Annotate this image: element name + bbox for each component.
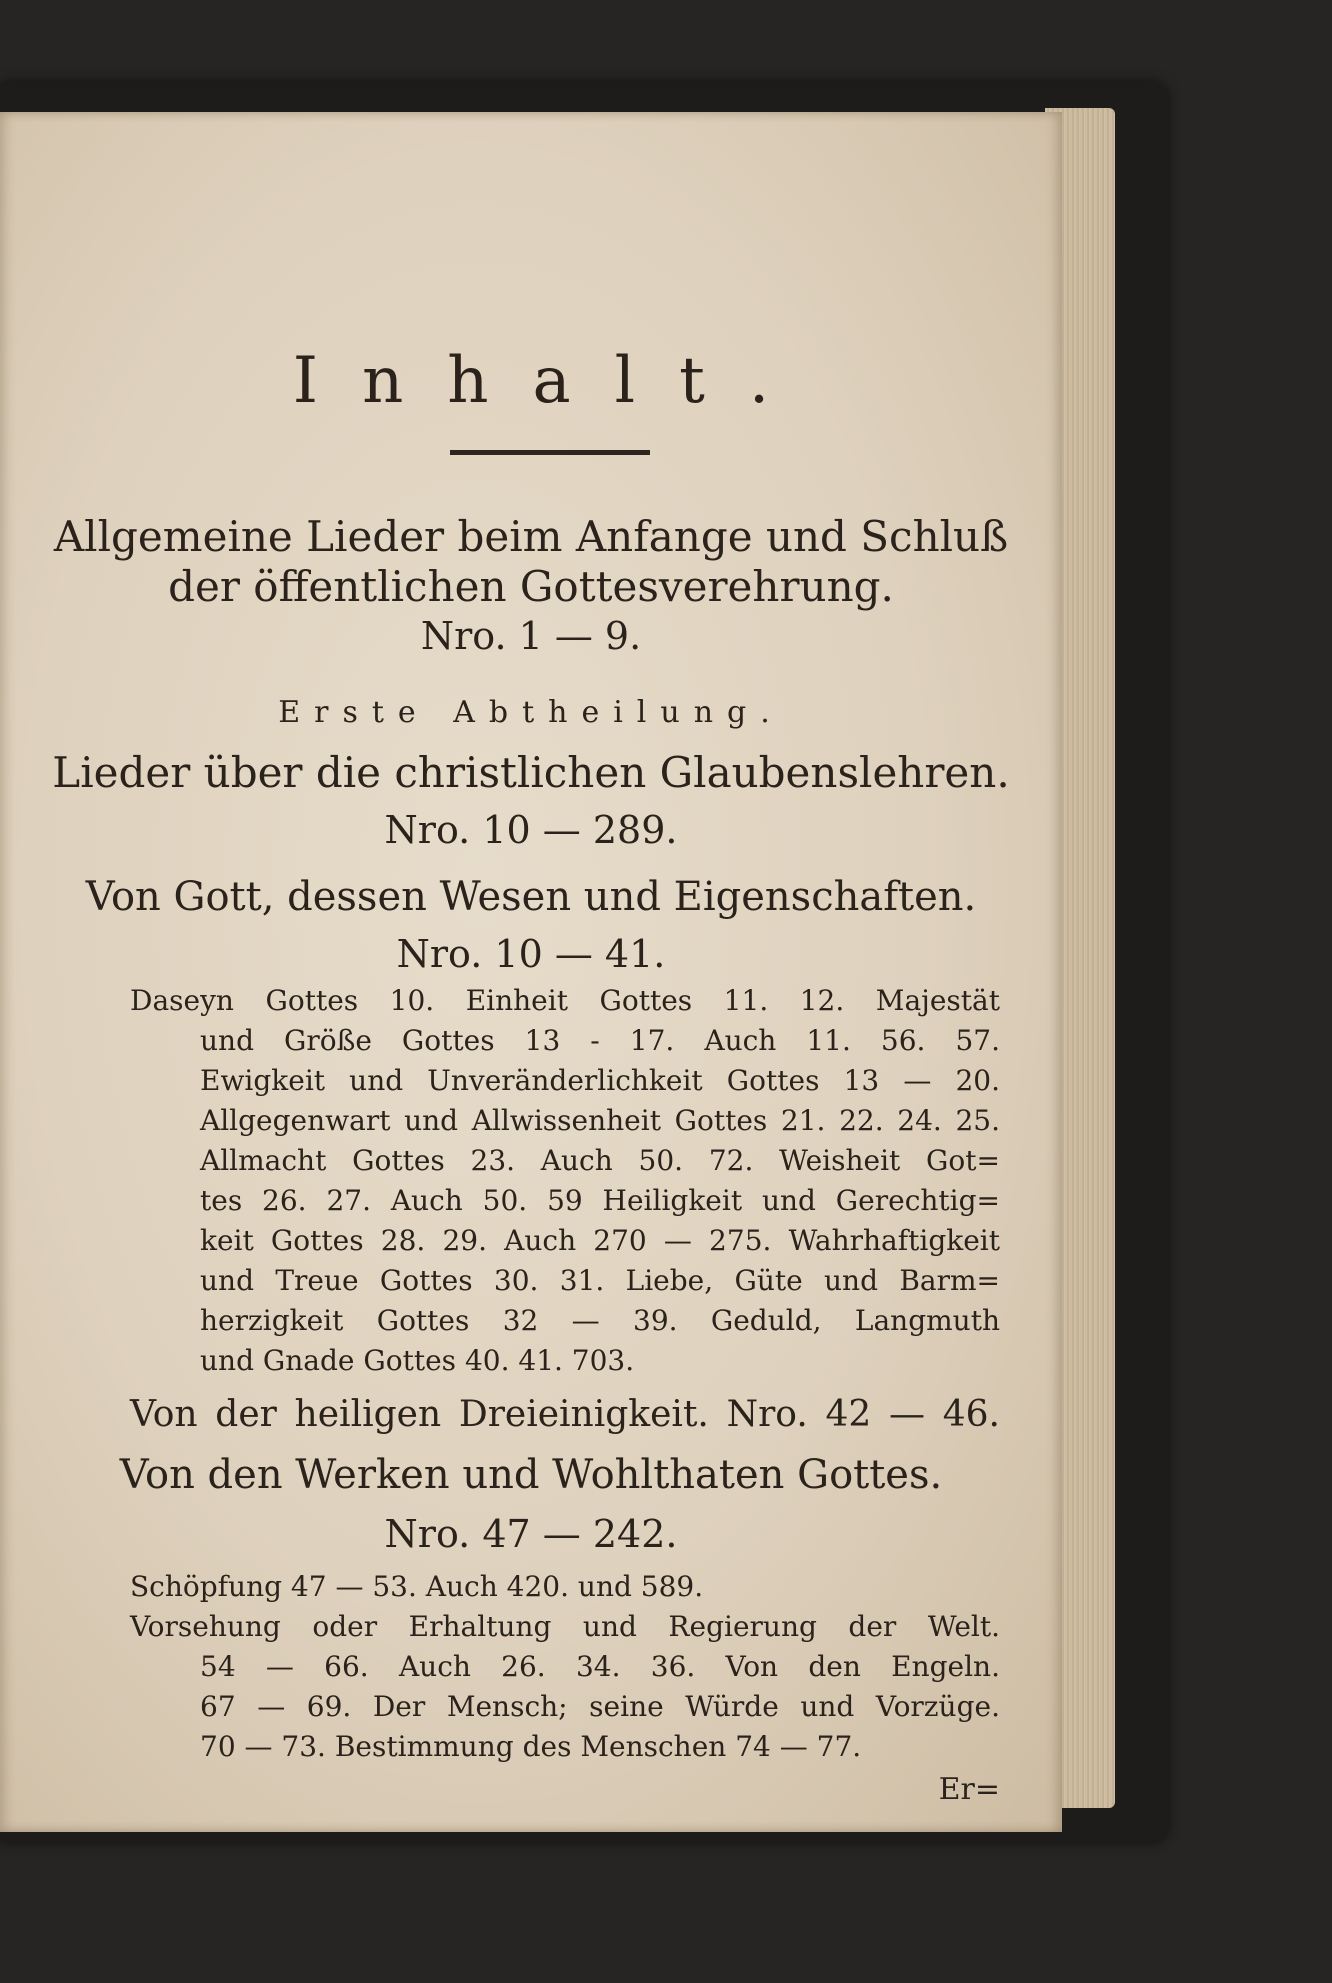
section-range: Nro. 47 — 242. bbox=[384, 1512, 678, 1556]
body-line: und Gnade Gottes 40. 41. 703. bbox=[200, 1344, 635, 1377]
section-heading: Allgemeine Lieder beim Anfange und Schluß bbox=[53, 512, 1009, 561]
section-heading-inline: Von der heiligen Dreieinigkeit. Nro. 42 — 46. bbox=[130, 1394, 1000, 1435]
body-line: 67 — 69. Der Mensch; seine Würde und Vorzüge. bbox=[200, 1690, 1000, 1723]
page-title: Inhalt. bbox=[292, 344, 814, 418]
section-range: Nro. 1 — 9. bbox=[420, 614, 642, 658]
section-heading: der öffentlichen Gottesverehrung. bbox=[168, 562, 894, 611]
body-line: herzigkeit Gottes 32 — 39. Geduld, Langmuth bbox=[200, 1304, 1000, 1337]
body-line: keit Gottes 28. 29. Auch 270 — 275. Wahrhaftigkeit bbox=[200, 1224, 1000, 1257]
body-line: Schöpfung 47 — 53. Auch 420. und 589. bbox=[130, 1570, 704, 1603]
body-line: Vorsehung oder Erhaltung und Regierung der Welt. bbox=[130, 1610, 1000, 1643]
section-heading: Von den Werken und Wohlthaten Gottes. bbox=[119, 1452, 943, 1498]
division-heading: Erste Abtheilung. bbox=[278, 695, 784, 730]
body-line: 54 — 66. Auch 26. 34. 36. Von den Engeln. bbox=[200, 1650, 1000, 1683]
body-line: und Treue Gottes 30. 31. Liebe, Güte und Barm= bbox=[200, 1264, 1000, 1297]
catchword: Er= bbox=[938, 1772, 1000, 1807]
body-line: und Größe Gottes 13 - 17. Auch 11. 56. 57. bbox=[200, 1024, 1000, 1057]
book-page bbox=[0, 112, 1062, 1832]
section-heading: Von Gott, dessen Wesen und Eigenschaften. bbox=[85, 874, 977, 920]
body-line: Daseyn Gottes 10. Einheit Gottes 11. 12. Majestät bbox=[130, 984, 1000, 1017]
section-range: Nro. 10 — 289. bbox=[384, 808, 678, 852]
body-line: 70 — 73. Bestimmung des Menschen 74 — 77. bbox=[200, 1730, 862, 1763]
body-line: Ewigkeit und Unveränderlichkeit Gottes 13 — 20. bbox=[200, 1064, 1000, 1097]
section-range: Nro. 10 — 41. bbox=[396, 932, 666, 976]
body-line: tes 26. 27. Auch 50. 59 Heiligkeit und Gerechtig= bbox=[200, 1184, 1000, 1217]
body-line: Allgegenwart und Allwissenheit Gottes 21. 22. 24. 25. bbox=[200, 1104, 1000, 1137]
section-heading: Lieder über die christlichen Glaubenslehren. bbox=[52, 748, 1010, 797]
title-rule bbox=[450, 450, 650, 455]
body-line: Allmacht Gottes 23. Auch 50. 72. Weisheit Got= bbox=[200, 1144, 1000, 1177]
